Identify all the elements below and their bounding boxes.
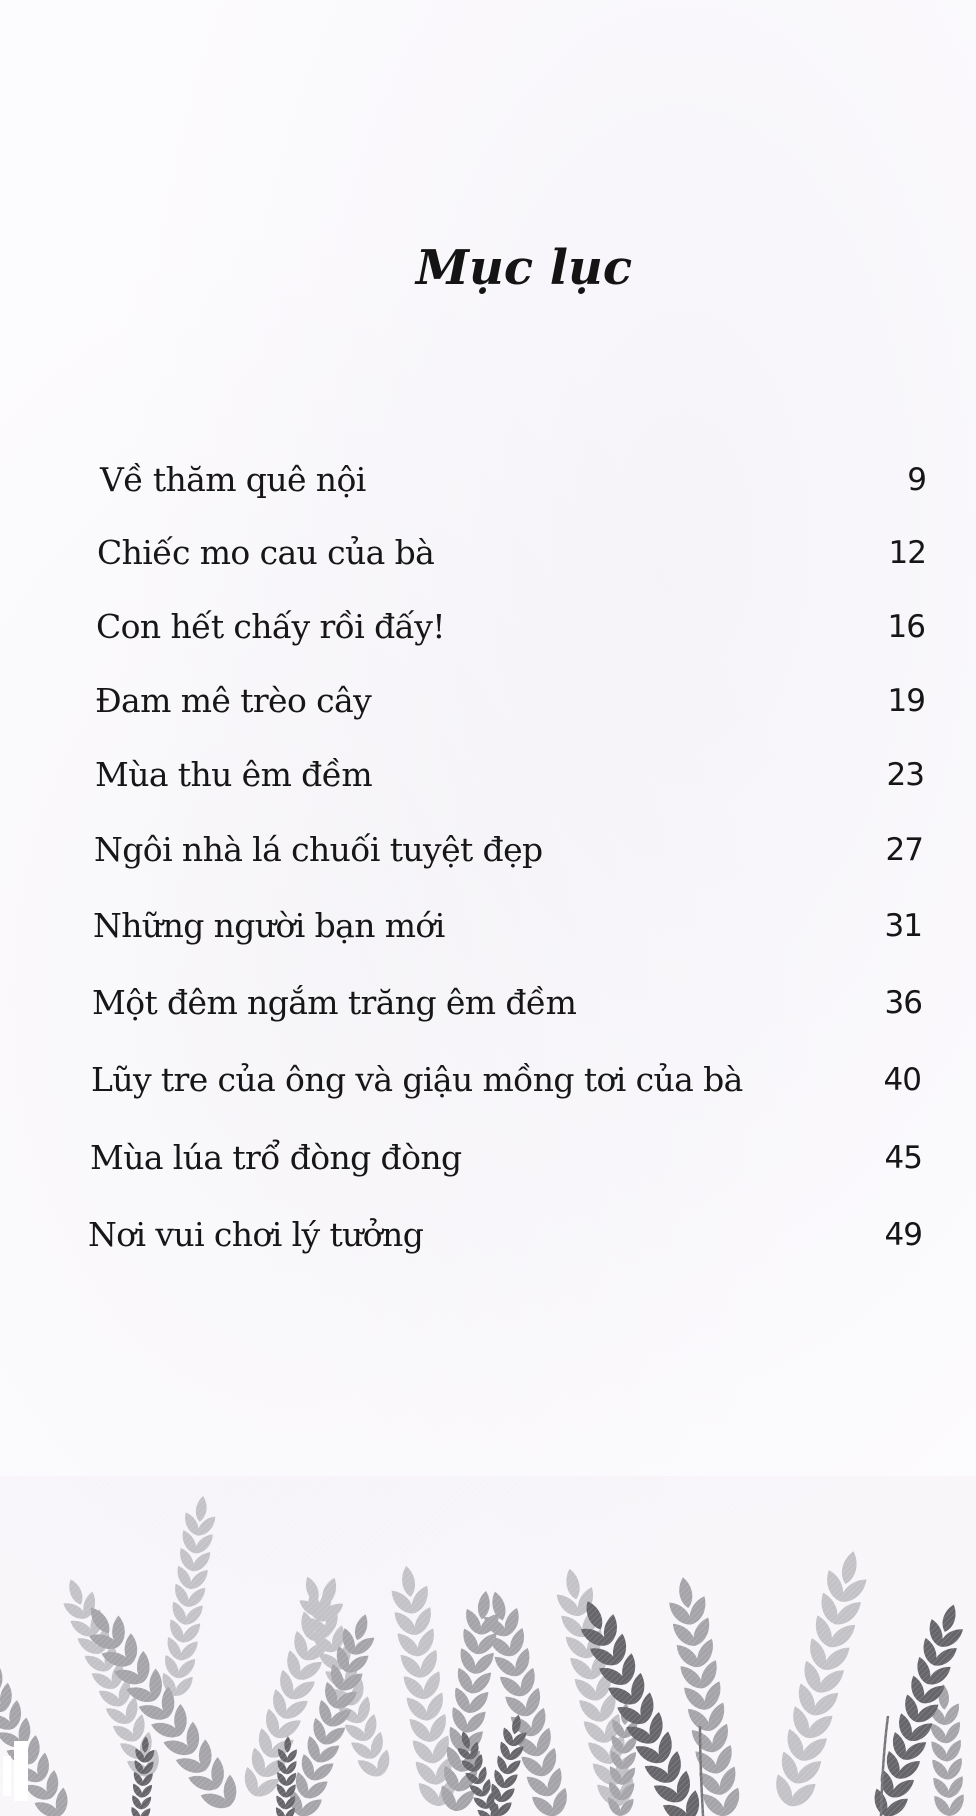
toc-entry-title: Nơi vui chơi lý tưởng bbox=[88, 1215, 424, 1254]
wheat-stalks-illustration bbox=[0, 1476, 976, 1816]
toc-entry-title: Những người bạn mới bbox=[93, 906, 445, 945]
toc-entry[interactable] bbox=[0, 1060, 976, 1110]
toc-entry-title: Mùa thu êm đềm bbox=[95, 755, 373, 794]
toc-entry[interactable] bbox=[0, 460, 976, 510]
toc-entry-title: Lũy tre của ông và giậu mồng tơi của bà bbox=[91, 1060, 743, 1099]
toc-entry[interactable] bbox=[0, 533, 976, 583]
toc-entry[interactable] bbox=[0, 830, 976, 880]
toc-entry-title: Về thăm quê nội bbox=[100, 460, 366, 499]
toc-entry-title: Đam mê trèo cây bbox=[95, 681, 372, 720]
toc-entry-title: Chiếc mo cau của bà bbox=[97, 533, 435, 572]
toc-entry-page: 40 bbox=[883, 1062, 921, 1098]
toc-entry[interactable] bbox=[0, 906, 976, 956]
toc-entry-page: 36 bbox=[884, 985, 922, 1021]
toc-entry-page: 23 bbox=[886, 757, 924, 793]
toc-entry[interactable] bbox=[0, 1215, 976, 1265]
page-title: Mục lục bbox=[415, 240, 633, 296]
toc-entry-page: 16 bbox=[887, 609, 925, 645]
toc-entry[interactable] bbox=[0, 983, 976, 1033]
toc-entry[interactable] bbox=[0, 755, 976, 805]
toc-entry[interactable] bbox=[0, 607, 976, 657]
toc-entry[interactable] bbox=[0, 681, 976, 731]
toc-entry-page: 12 bbox=[888, 535, 926, 571]
toc-entry-title: Con hết chấy rồi đấy! bbox=[96, 607, 445, 646]
toc-entry-page: 27 bbox=[885, 832, 923, 868]
toc-entry[interactable] bbox=[0, 1138, 976, 1188]
toc-entry-page: 9 bbox=[907, 462, 926, 498]
toc-entry-page: 19 bbox=[887, 683, 925, 719]
toc-entry-title: Mùa lúa trổ đòng đòng bbox=[90, 1138, 462, 1177]
toc-entry-page: 31 bbox=[884, 908, 922, 944]
toc-entry-page: 45 bbox=[884, 1140, 922, 1176]
toc-entry-page: 49 bbox=[884, 1217, 922, 1253]
toc-entry-title: Một đêm ngắm trăng êm đềm bbox=[92, 983, 577, 1022]
toc-entry-title: Ngôi nhà lá chuối tuyệt đẹp bbox=[94, 830, 543, 869]
